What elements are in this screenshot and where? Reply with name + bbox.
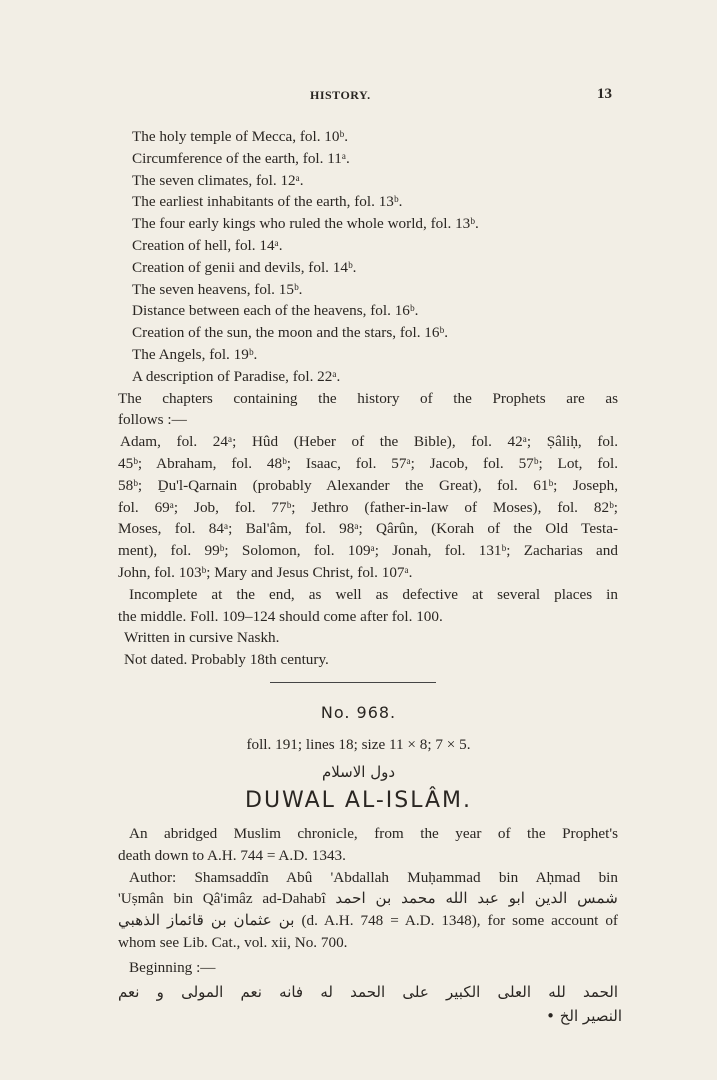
entry-arabic-title: دول الاسلام [321, 763, 396, 781]
page-number: 13 [597, 86, 612, 102]
prophets-list-line: Moses, fol. 84ᵃ; Bal'âm, fol. 98ᵃ; Qârûn, (Korah of the Old Testa- [118, 520, 618, 538]
section-divider [270, 682, 436, 683]
description-line: whom see Lib. Cat., vol. xii, No. 700. [118, 934, 348, 951]
prophets-list-line: Adam, fol. 24ᵃ; Hûd (Heber of the Bible), fol. 42ᵃ; Ṣâliḥ, fol. [120, 433, 618, 451]
entry-number: No. 968. [320, 703, 397, 722]
beginning-label: Beginning :— [129, 959, 216, 976]
contents-list-item: The seven climates, fol. 12ᵃ. [132, 171, 304, 189]
beginning-text: الحمد لله العلى الكبير على الحمد له فانه نعم المولى و نعم [118, 983, 618, 1001]
prophets-list-line: ment), fol. 99ᵇ; Solomon, fol. 109ᵃ; Jonah, fol. 131ᵇ; Zacharias and [118, 542, 618, 560]
entry-title: DUWAL AL-ISLÂM. [245, 788, 472, 813]
contents-list-item: The earliest inhabitants of the earth, fol. 13ᵇ. [132, 193, 403, 211]
prophets-list-line: 45ᵇ; Abraham, fol. 48ᵇ; Isaac, fol. 57ᵃ; Jacob, fol. 57ᵇ; Lot, fol. [118, 455, 618, 472]
prophets-intro: The chapters containing the history of the Prophets are as [118, 389, 618, 407]
contents-list-item: Circumference of the earth, fol. 11ᵃ. [132, 149, 350, 167]
prophets-list-line: fol. 69ᵃ; Job, fol. 77ᵇ; Jethro (father-in-law of Moses), fol. 82ᵇ; [118, 498, 618, 516]
note-line: the middle. Foll. 109–124 should come after fol. 100. [118, 607, 443, 625]
entry-collation: foll. 191; lines 18; size 11 × 8; 7 × 5. [246, 736, 471, 753]
contents-list-item: The Angels, fol. 19ᵇ. [132, 346, 258, 363]
description-line: بن عثمان بن قائماز الذهبي (d. A.H. 748 = A.D. 1348), for some account of [118, 912, 618, 930]
prophets-intro: follows :— [118, 411, 187, 429]
contents-list-item: Creation of hell, fol. 14ᵃ. [132, 237, 283, 254]
contents-list-item: The four early kings who ruled the whole world, fol. 13ᵇ. [132, 215, 479, 233]
contents-list-item: Creation of the sun, the moon and the stars, fol. 16ᵇ. [132, 324, 448, 342]
contents-list-item: The holy temple of Mecca, fol. 10ᵇ. [132, 128, 348, 145]
contents-list-item: Creation of genii and devils, fol. 14ᵇ. [132, 258, 357, 276]
contents-list-item: Distance between each of the heavens, fol. 16ᵇ. [132, 302, 419, 320]
beginning-text: النصير الخ • [546, 1007, 622, 1025]
contents-list-item: The seven heavens, fol. 15ᵇ. [132, 280, 303, 298]
prophets-list-line: John, fol. 103ᵇ; Mary and Jesus Christ, fol. 107ᵃ. [118, 564, 413, 581]
note-line: Incomplete at the end, as well as defective at several places in [129, 585, 618, 603]
description-line: An abridged Muslim chronicle, from the year of the Prophet's [129, 825, 618, 842]
description-line: death down to A.H. 744 = A.D. 1343. [118, 846, 346, 864]
prophets-list-line: 58ᵇ; Ḏu'l-Qarnain (probably Alexander the Great), fol. 61ᵇ; Joseph, [118, 476, 618, 494]
running-title: HISTORY. [310, 88, 371, 102]
note-line: Not dated. Probably 18th century. [124, 651, 329, 669]
description-line: 'Uṣmân bin Qâ'imâz ad-Dahabî شمس الدين ابو عبد الله محمد بن احمد [118, 890, 618, 908]
description-line: Author: Shamsaddîn Abû 'Abdallah Muḥammad bin Aḥmad bin [129, 868, 618, 886]
note-line: Written in cursive Naskh. [124, 629, 280, 647]
contents-list-item: A description of Paradise, fol. 22ᵃ. [132, 367, 341, 385]
